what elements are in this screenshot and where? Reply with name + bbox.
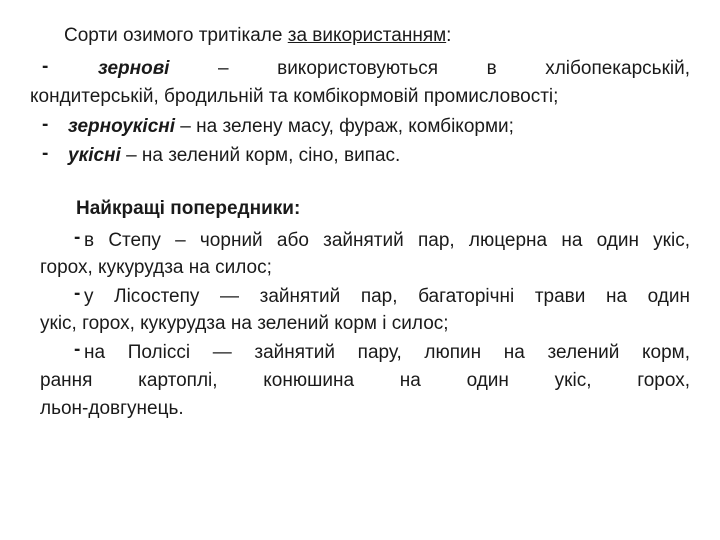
usage-item-zernoukisni: [68, 115, 514, 139]
bullet-dash: -: [42, 143, 49, 164]
usage-item-zernovi-line2: кондитерській, бродильній та комбікормовій промисловості;: [30, 86, 559, 107]
bullet-dash: -: [42, 56, 49, 77]
usage-term-zernovi: зернові: [98, 58, 170, 79]
usage-desc-zernoukisni: – на зелену масу, фураж, комбікорми;: [175, 116, 514, 137]
usage-item-ukisni: [68, 144, 400, 168]
predecessor-forest-steppe-line1: у Лісостепу — зайнятий пар, багаторічні трави на один: [84, 286, 690, 307]
usage-desc-zernovi: – використовуються в хлібопекарській,: [169, 58, 690, 79]
usage-heading: [64, 24, 451, 48]
predecessors-title: Найкращі попередники:: [76, 198, 301, 219]
predecessor-polissia-line1: на Поліссі — зайнятий пару, люпин на зелений корм,: [84, 342, 690, 363]
bullet-dash: -: [74, 227, 81, 248]
predecessor-steppe-line1: в Степу – чорний або зайнятий пар, люцерна на один укіс,: [84, 230, 690, 251]
predecessor-forest-steppe-line2: укіс, горох, кукурудза на зелений корм і силос;: [40, 313, 449, 334]
bullet-dash: -: [74, 339, 81, 360]
predecessor-polissia-line2: рання картоплі, конюшина на один укіс, горох,: [40, 370, 690, 391]
usage-desc-ukisni: – на зелений корм, сіно, випас.: [120, 145, 401, 166]
predecessor-steppe-line2: горох, кукурудза на силос;: [40, 257, 272, 278]
usage-heading-suffix: :: [446, 25, 452, 46]
usage-term-zernoukisni: зерноукісні: [68, 116, 176, 137]
bullet-dash: -: [42, 114, 49, 135]
predecessor-polissia-line3: льон-довгунець.: [40, 398, 184, 419]
bullet-dash: -: [74, 283, 81, 304]
usage-heading-underlined: за використанням: [287, 25, 447, 46]
usage-heading-prefix: Сорти озимого тритікале: [64, 25, 288, 46]
usage-term-ukisni: укісні: [68, 145, 121, 166]
usage-item-zernovi-line1: [98, 57, 690, 81]
